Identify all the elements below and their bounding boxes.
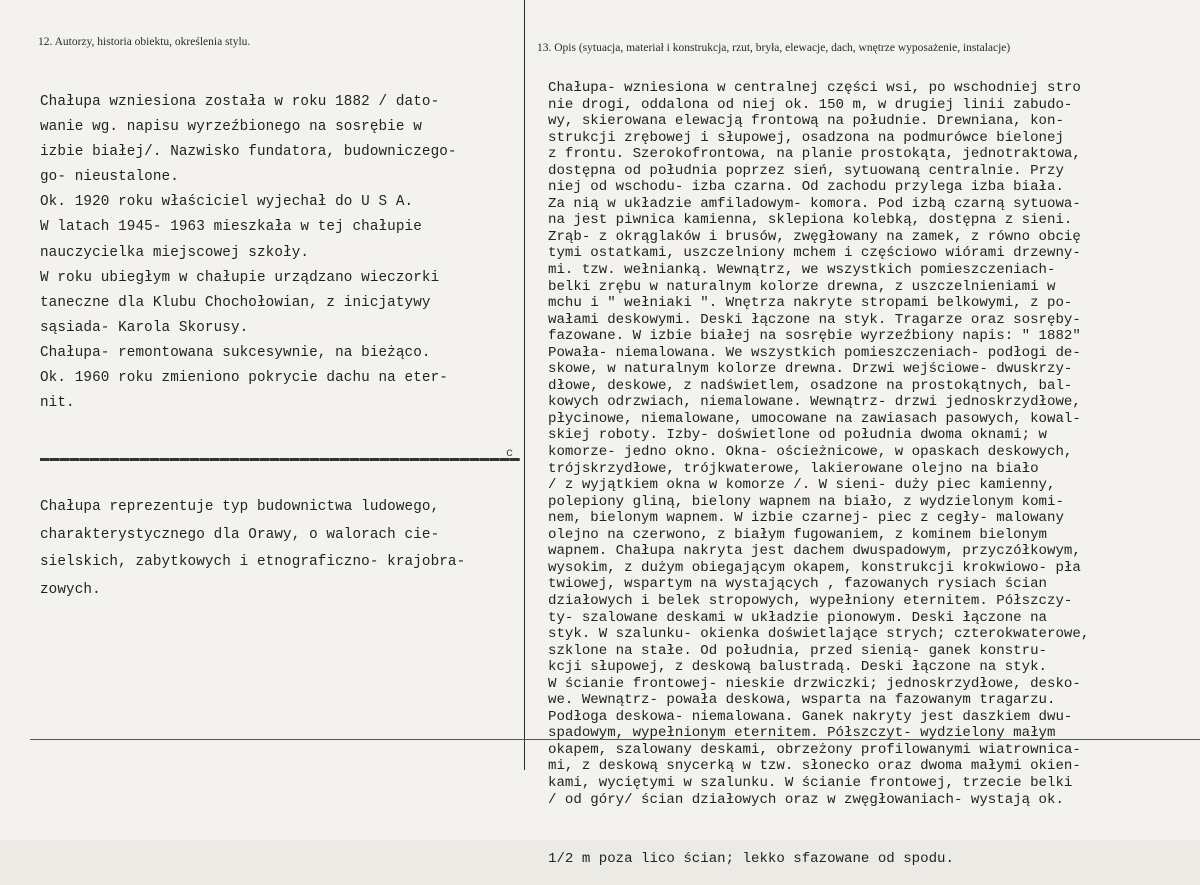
style-text: Chałupa reprezentuje typ budownictwa ludowego, charakterystycznego dla Orawy, o walorach cie- sielskich, zabytkowych i etnograficzno- krajobra- zowych. xyxy=(40,499,466,598)
section-13-header: 13. Opis (sytuacja, materiał i konstrukcja, rzut, bryła, elewacje, dach, wnętrze wyposażenie, instalacje) xyxy=(537,42,1011,54)
separator-mark: c xyxy=(506,446,514,460)
typed-separator xyxy=(40,458,520,461)
history-text: Chałupa wzniesiona została w roku 1882 / dato- wanie wg. napisu wyrzeźbionego na sosrębie w izbie białej/. Nazwisko fundatora, budowniczego- go- nieustalone. Ok. 1920 roku właściciel wyjechał do U S A. W latach 1945- 1963 mieszkała w tej chałupie nauczycielka miejscowej szkoły. W roku ubiegłym w chałupie urządzano wieczorki taneczne dla Klubu Chochołowian, z inicjatywy sąsiada- Karola Skorusy. Chałupa- remontowana sukcesywnie, na bieżąco. Ok. 1960 roku zmieniono pokrycie dachu na eter- nit. xyxy=(40,94,457,412)
column-divider xyxy=(524,0,525,770)
description-text: Chałupa- wzniesiona w centralnej części wsi, po wschodniej stro nie drogi, oddalona od niej ok. 150 m, w drugiej linii zabudo- wy, skierowana elewacją frontową na południe. Drewniana, kon- strukcji zrębowej i słupowej, osadzona na podmurówce bielonej z frontu. Szerokofrontowa, na planie prostokąta, jednotraktowa, dostępna od południa poprzez sień, sytuowaną centralnie. Przy niej od wschodu- izba czarna. Od zachodu przylega izba biała. Za nią w układzie amfiladowym- komora. Pod izbą czarną sytuowa- na jest piwnica kamienna, sklepiona kolebką, dostępna z sieni. Zrąb- z okrąglaków i brusów, zwęgłowany na zamek, z równo obcię tymi ostatkami, uszczelniony mchem i częściowo wiórami drzewny- mi. tzw. wełnianką. Wewnątrz, we wszystkich pomieszczeniach- belki zrębu w naturalnym kolorze drewna, z uszczelnieniami w mchu i " wełniaki ". Wnętrza nakryte stropami belkowymi, z po- wałami deskowymi. Deski łączone na styk. Tragarze oraz sosręby- fazowane. W izbie białej na sosrębie wyrzeźbiony napis: " 1882" Powała- niemalowana. We wszystkich pomieszczeniach- podłogi de- skowe, w naturalnym kolorze drewna. Drzwi wejściowe- dwuskrzy- dłowe, deskowe, z nadświetlem, osadzone na prostokątnych, bal- kowych odrzwiach, niemalowane. Wewnątrz- drzwi jednoskrzydłowe, płycinowe, niemalowane, umocowane na zawiasach pasowych, kowal- skiej roboty. Izby- doświetlone od południa dwoma oknami; w komorze- jedno okno. Okna- ościeżnicowe, w opaskach deskowych, trójskrzydłowe, trójkwaterowe, lakierowane olejno na biało / z wyjątkiem okna w komorze /. W sieni- duży piec kamienny, polepiony gliną, bielony wapnem na biało, z wydzielonym komi- nem, bielonym wapnem. W izbie czarnej- piec z cegły- malowany olejno na czerwono, z białym fugowaniem, z kominem bielonym wapnem. Chałupa nakryta jest dachem dwuspadowym, przyczółkowym, wysokim, z dużym obiegającym okapem, konstrukcji krokwiowo- pła twiowej, wspartym na wystających , fazowanych rysiach ścian działowych i belek stropowych, wypełniony eternitem. Półszczy- ty- szalowane deskami w układzie pionowym. Deski łączone na styk. W szalunku- okienka doświetlające strych; czterokwaterowe, szklone na stałe. Od południa, przed sienią- ganek konstru- kcji słupowej, z deskową balustradą. Deski łączone na styk. W ścianie frontowej- nieskie drzwiczki; jednoskrzydłowe, desko- we. Wewnątrz- powała deskowa, wsparta na fazowanym tragarzu. Podłoga deskowa- niemalowana. Ganek nakryty jest daszkiem dwu- spadowym, wypełnionym eternitem. Półszczyt- wydzielony małym okapem, szalowany deskami, obrzeżony profilowanymi wiatrownica- mi, z deskową snycerką w tzw. słonecko oraz dwoma małymi okien- kami, wyciętymi w szalunku. W ścianie frontowej, trzecie belki / od góry/ ścian działowych oraz w zwęgłowaniach- wystają ok. xyxy=(548,80,1090,808)
description-continuation: 1/2 m poza lico ścian; lekko sfazowane od spodu. xyxy=(548,851,954,867)
section-12-header: 12. Autorzy, historia obiektu, określenia stylu. xyxy=(38,36,251,48)
